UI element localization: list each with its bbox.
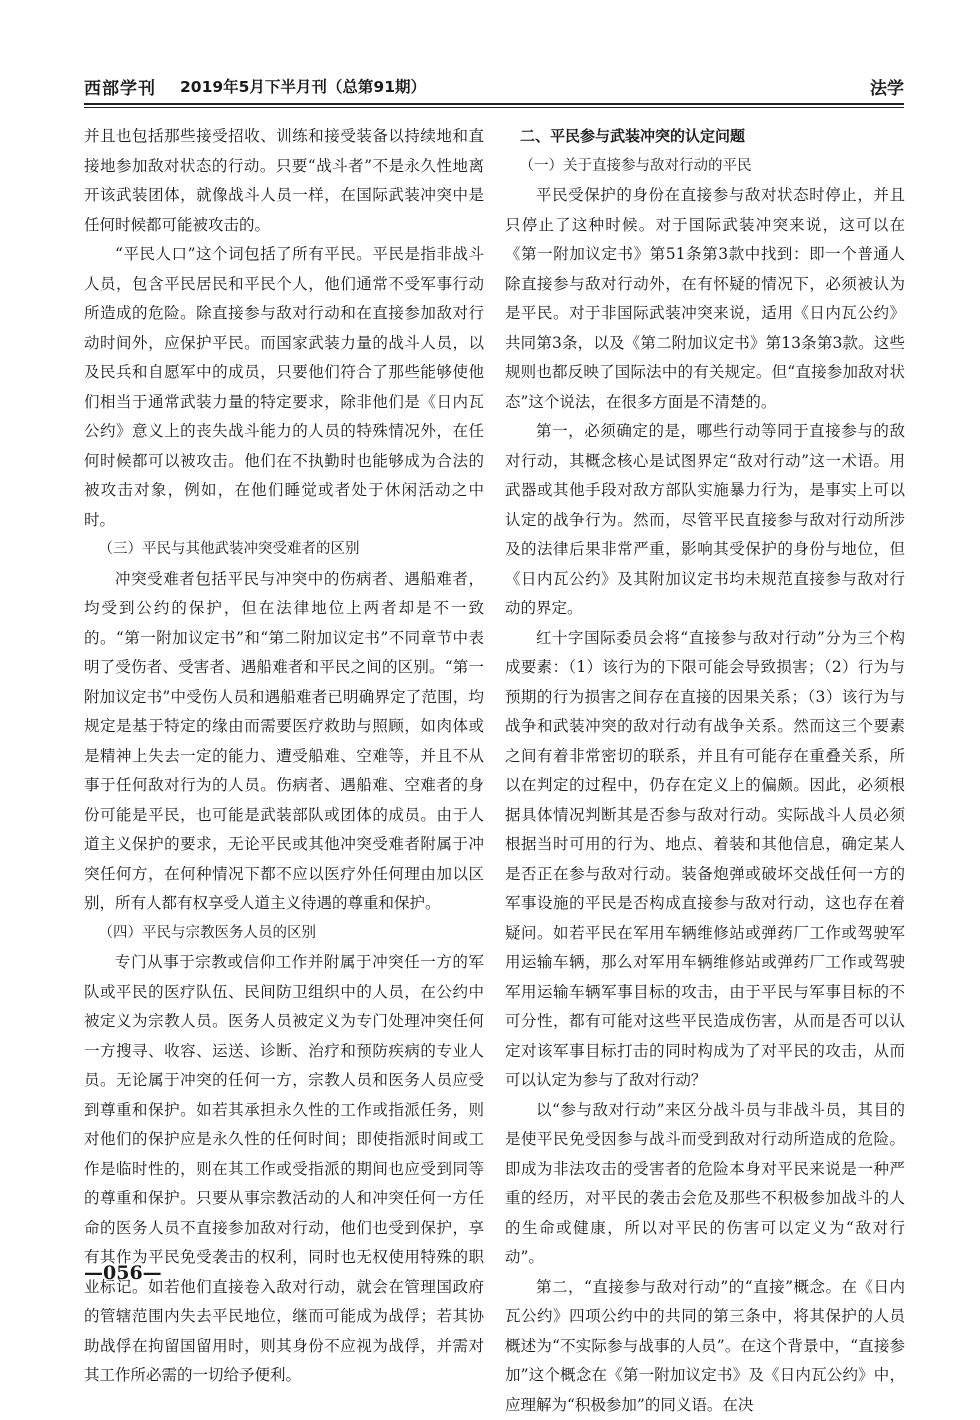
paragraph: 第二，“直接参与敌对行动”的“直接”概念。在《日内瓦公约》四项公约中的共同的第三条中，将其保护的人员概述为“不实际参与战事的人员”。在这个背景中，“直接参加”这个概念在《第一附加议定书》及《日内瓦公约》中，应理解为“积极参加”的同义语。在决: [505, 1273, 905, 1420]
issue-info: 2019年5月下半月刊（总第91期）: [180, 75, 426, 97]
journal-title: 西部学刊: [84, 74, 156, 99]
running-header: [84, 64, 904, 104]
paragraph: “平民人口”这个词包括了所有平民。平民是指非战斗人员，包含平民居民和平民个人，他们通常不受军事行动所造成的危险。除直接参与敌对行动和在直接参加敌对行动时间外，应保护平民。而国家武装力量的战斗人员，以及民兵和自愿军中的成员，只要他们符合了那些能够使他们相当于通常武装力量的特定要求，除非他们是《日内瓦公约》意义上的丧失战斗能力的人员的特殊情况外，在任何时候都可以被攻击。他们在不执勤时也能够成为合法的被攻击对象，例如，在他们睡觉或者处于休闲活动之中时。: [84, 240, 484, 535]
paragraph: 红十字国际委员会将“直接参与敌对行动”分为三个构成要素：（1）该行为的下限可能会导致损害；（2）行为与预期的行为损害之间存在直接的因果关系；（3）该行为与战争和武装冲突的敌对行动有战争关系。然而这三个要素之间有着非常密切的联系，并且有可能存在重叠关系，所以在判定的过程中，仍存在定义上的偏颇。因此，必须根据具体情况判断其是否参与敌对行动。实际战斗人员必须根据当时可用的行为、地点、着装和其他信息，确定某人是否正在参与敌对行动。装备炮弹或破坏交战任何一方的军事设施的平民是否构成直接参与敌对行动，这也存在着疑问。如若平民在军用车辆维修站或弹药厂工作或驾驶军用运输车辆，那么对军用车辆维修站或弹药厂工作或驾驶军用运输车辆军事目标的攻击，由于平民与军事目标的不可分性，都有可能对这些平民造成伤害，从而是否可以认定对该军事目标打击的同时构成为了对平民的攻击，从而可以认定为参与了敌对行动？: [505, 624, 905, 1096]
paragraph: 第一，必须确定的是，哪些行动等同于直接参与的敌对行动，其概念核心是试图界定“敌对行动”这一术语。用武器或其他手段对敌方部队实施暴力行为，是事实上可以认定的战争行为。然而，尽管平民直接参与敌对行动所涉及的法律后果非常严重，影响其受保护的身份与地位，但《日内瓦公约》及其附加议定书均未规范直接参与敌对行动的界定。: [505, 417, 905, 624]
header-rule-thin: [84, 107, 904, 108]
right-column: [505, 122, 905, 1262]
paragraph: 平民受保护的身份在直接参与敌对状态时停止，并且只停止了这种时候。对于国际武装冲突来说，这可以在《第一附加议定书》第51条第3款中找到：即一个普通人除直接参与敌对行动外，在有怀疑的情况下，必须被认为是平民。对于非国际武装冲突来说，适用《日内瓦公约》共同第3条，以及《第二附加议定书》第13条第3款。这些规则也都反映了国际法中的有关规定。但“直接参加敌对状态”这个说法，在很多方面是不清楚的。: [505, 181, 905, 417]
section-label: 法学: [870, 74, 904, 99]
page-number: —056—: [84, 1262, 162, 1284]
paragraph: 专门从事于宗教或信仰工作并附属于冲突任一方的军队或平民的医疗队伍、民间防卫组织中的人员，在公约中被定义为宗教人员。医务人员被定义为专门处理冲突任何一方搜寻、收容、运送、诊断、治疗和预防疾病的专业人员。无论属于冲突的任何一方，宗教人员和医务人员应受到尊重和保护。如若其承担永久性的工作或指派任务，则对他们的保护应是永久性的任何时间；即使指派时间或工作是临时性的，则在其工作或受指派的期间也应受到同等的尊重和保护。只要从事宗教活动的人和冲突任何一方任命的医务人员不直接参加敌对行动，他们也受到保护，享有其作为平民免受袭击的权利，同时也无权使用特殊的职业标记。如若他们直接卷入敌对行动，就会在管理国政府的管辖范围内失去平民地位，继而可能成为战俘；若其协助战俘在拘留国留用时，则其身份不应视为战俘，并需对其工作所必需的一切给予便利。: [84, 948, 484, 1391]
subsection-heading: （三）平民与其他武装冲突受难者的区别: [84, 535, 484, 565]
subsection-heading: （四）平民与宗教医务人员的区别: [84, 919, 484, 949]
left-column: [84, 122, 484, 1262]
header-rule-thick: [84, 103, 904, 105]
paragraph: 冲突受难者包括平民与冲突中的伤病者、遇船难者，均受到公约的保护，但在法律地位上两者却是不一致的。“第一附加议定书”和“第二附加议定书”不同章节中表明了受伤者、受害者、遇船难者和平民之间的区别。“第一附加议定书”中受伤人员和遇船难者已明确界定了范围，均规定是基于特定的缘由而需要医疗救助与照顾，如肉体或是精神上失去一定的能力、遭受船难、空难等，并且不从事于任何敌对行为的人员。伤病者、遇船难、空难者的身份可能是平民，也可能是武装部队或团体的成员。由于人道主义保护的要求，无论平民或其他冲突受难者附属于冲突任何方，在何种情况下都不应以医疗外任何理由加以区别，所有人都有权享受人道主义待遇的尊重和保护。: [84, 565, 484, 919]
paragraph: 以“参与敌对行动”来区分战斗员与非战斗员，其目的是使平民免受因参与战斗而受到敌对行动所造成的危险。即成为非法攻击的受害者的危险本身对平民来说是一种严重的经历，对平民的袭击会危及那些不积极参加战斗的人的生命或健康，所以对平民的伤害可以定义为“敌对行动”。: [505, 1096, 905, 1273]
paragraph: 并且也包括那些接受招收、训练和接受装备以持续地和直接地参加敌对状态的行动。只要“战斗者”不是永久性地离开该武装团体，就像战斗人员一样，在国际武装冲突中是任何时候都可能被攻击的。: [84, 122, 484, 240]
subsection-heading: （一）关于直接参与敌对行动的平民: [505, 152, 905, 182]
section-heading: 二、平民参与武装冲突的认定问题: [505, 122, 905, 152]
